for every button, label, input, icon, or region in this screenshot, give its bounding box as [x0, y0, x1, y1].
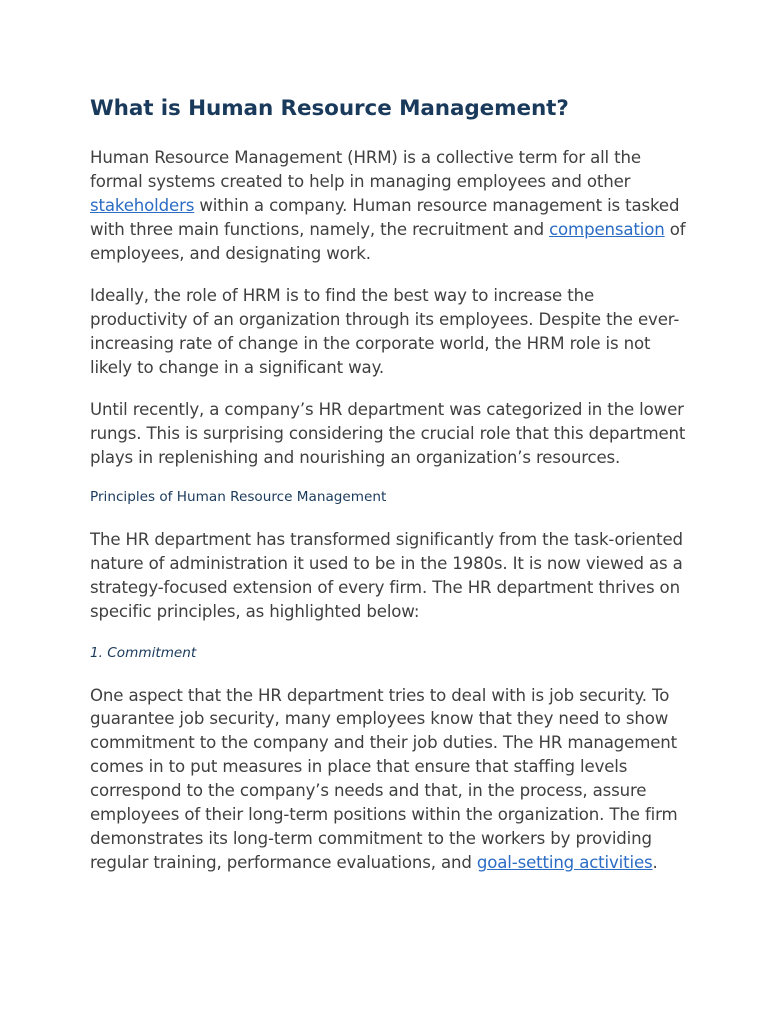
goal-setting-link[interactable]: goal-setting activities	[476, 852, 653, 872]
section-heading: Principles of Human Resource Management	[90, 488, 387, 505]
subheading-commitment: 1. Commitment	[90, 644, 197, 661]
commitment-text-1: One aspect that the HR department tries to deal with is job security. To guarantee job security, many employees know that they need to show commitment to the company and their job duties. The HR management comes in to put measures in place that ensure that staffing levels correspond to the company’s needs and that, in the process, assure employees of their long-term positions within the organization. The firm demonstrates its long-term commitment to the workers by providing regular training, performance evaluations, and	[90, 685, 678, 872]
history-paragraph: Until recently, a company’s HR department was categorized in the lower rungs. This is surprising considering the crucial role that this department plays in replenishing and nourishing an organization’s resources.	[90, 400, 686, 467]
stakeholders-link[interactable]: stakeholders	[90, 195, 195, 215]
page-title: What is Human Resource Management?	[90, 96, 569, 121]
commitment-paragraph	[90, 684, 690, 875]
principles-intro-paragraph: The HR department has transformed significantly from the task-oriented nature of administration it used to be in the 1980s. It is now viewed as a strategy-focused extension of every firm. The HR department thrives on specific principles, as highlighted below:	[90, 529, 683, 621]
intro-text-3: of employees, and designating work.	[90, 219, 686, 263]
article	[90, 92, 690, 893]
role-paragraph: Ideally, the role of HRM is to find the best way to increase the productivity of an organization through its employees. Despite the ever-increasing rate of change in the corporate world, the HRM role is not likely to change in a significant way.	[90, 286, 680, 377]
intro-text-2: within a company. Human resource management is tasked with three main functions, namely, the recruitment and	[90, 195, 680, 239]
intro-text-1: Human Resource Management (HRM) is a collective term for all the formal systems created to help in managing employees and other	[90, 148, 641, 191]
commitment-text-2: .	[652, 852, 658, 872]
intro-paragraph	[90, 146, 690, 266]
compensation-link[interactable]: compensation	[549, 219, 665, 239]
